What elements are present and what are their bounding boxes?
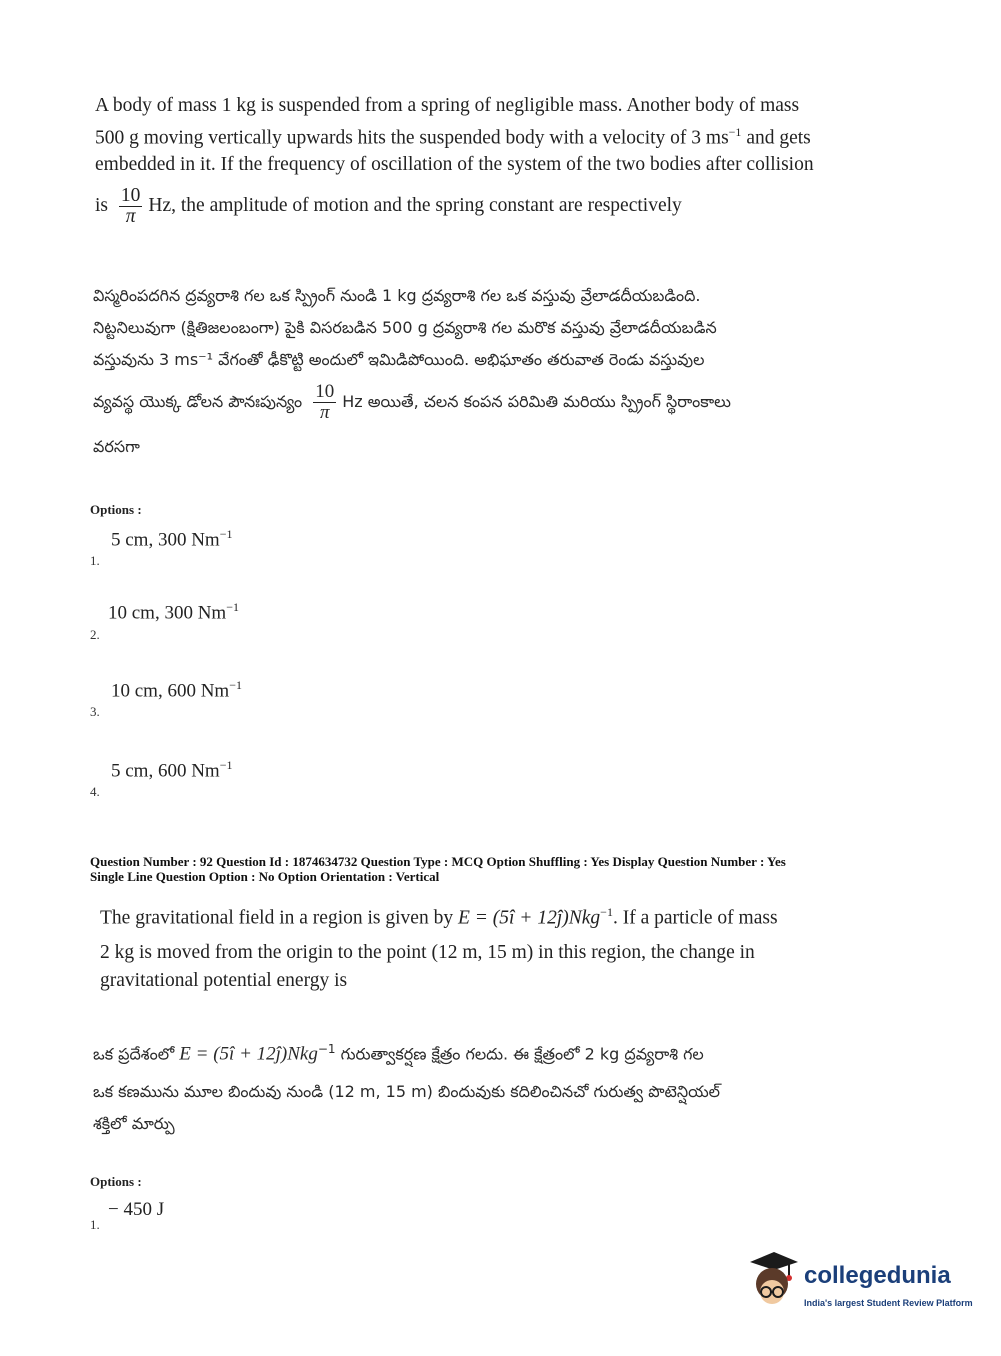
q1-telugu-line-5: వరసగా: [93, 437, 140, 456]
q2-option-1-number: 1.: [90, 1217, 100, 1232]
q1-option-1-number: 1.: [90, 553, 100, 568]
q2-options-label: Options :: [90, 1174, 142, 1189]
question-1-english: [95, 93, 865, 227]
q1-option-4[interactable]: 5 cm, 600 $Nm^{-1}$: [111, 758, 233, 782]
q1-telugu-line-3: వస్తువును 3 ms⁻¹ వేగంతో ఢీకొట్టి అందులో ఇమిడిపోయింది. అభిఘాతం తరువాత రెండు వస్తువుల: [93, 350, 705, 369]
q1-line-4: is $\frac{10}{\pi}$ Hz, the amplitude of motion and the spring constant are respectively: [95, 184, 682, 227]
q1-option-2-number: 2.: [90, 627, 100, 642]
question-1-telugu: [93, 280, 868, 463]
field-expression: E = (5î + 12ĵ)Nkg: [457, 907, 601, 929]
q1-option-3[interactable]: 10 cm, 600 $Nm^{-1}$: [111, 678, 242, 702]
q1-line-3: embedded in it. If the frequency of oscillation of the system of the two bodies after collision: [95, 153, 814, 175]
q2-line-1: The gravitational field in a region is given by E = (5î + 12ĵ)Nkg$^{-1}$. If a particle of mass: [100, 905, 778, 929]
logo-tagline: India's largest Student Review Platform: [804, 1298, 973, 1308]
question-2-telugu: [93, 1030, 868, 1137]
q1-options-label: Options :: [90, 502, 142, 517]
q1-option-2[interactable]: 10 cm, 300 $Nm^{-1}$: [108, 600, 239, 624]
collegedunia-logo: [744, 1248, 974, 1318]
q2-line-3: gravitational potential energy is: [100, 969, 348, 991]
q1-line-2: 500 g moving vertically upwards hits the suspended body with a velocity of 3 $ms^{-1}$ and gets: [95, 125, 811, 149]
q1-option-1[interactable]: 5 cm, 300 $Nm^{-1}$: [111, 527, 233, 551]
q2-telugu-line-3: శక్తిలో మార్పు: [93, 1114, 175, 1134]
q2-telugu-line-2: ఒక కణమును మూల బిందువు నుండి (12 m, 15 m) బిందువుకు కదిలించినచో గురుత్వ పొటెన్షియల్: [93, 1082, 720, 1102]
q2-line-2: 2 kg is moved from the origin to the point (12 m, 15 m) in this region, the change in: [100, 941, 755, 963]
logo-name: collegedunia: [804, 1262, 951, 1289]
question-2-metadata: Question Number : 92 Question Id : 1874634732 Question Type : MCQ Option Shuffling : Yes Display Question Number : Yes Single Line Question Option : No Option Orientation : Vertical: [90, 854, 786, 884]
q1-telugu-line-1: విస్మరింపదగిన ద్రవ్యరాశి గల ఒక స్ప్రింగ్ నుండి 1 kg ద్రవ్యరాశి గల ఒక వస్తువు వ్రేలాడదీయబడింది.: [93, 286, 701, 305]
q1-line-1: A body of mass 1 kg is suspended from a spring of negligible mass. Another body of mass: [95, 95, 800, 116]
q1-option-4-number: 4.: [90, 784, 100, 799]
question-2-english: [100, 896, 870, 993]
frequency-fraction: $\frac{10}{\pi}$: [120, 184, 141, 227]
q1-telugu-line-2: నిట్టనిలువుగా (క్షితిజలంబంగా) పైకి విసరబడిన 500 g ద్రవ్యరాశి గల మరొక వస్తువు వ్రేలాడదీయబడిన: [93, 318, 717, 337]
q2-option-1[interactable]: − 450 J: [108, 1199, 165, 1220]
q1-option-3-number: 3.: [90, 704, 100, 719]
q2-telugu-line-1: ఒక ప్రదేశంలో E = (5î + 12ĵ)Nkg$^{-1}$ గురుత్వాకర్షణ క్షేత్రం గలదు. ఈ క్షేత్రంలో 2 kg ద్రవ్యరాశి గల: [93, 1042, 704, 1065]
q1-telugu-line-4: వ్యవస్థ యొక్క డోలన పౌనఃపున్యం $\frac{10}{\pi}$ Hz అయితే, చలన కంపన పరిమితి మరియు స్ప్రింగ్ స్థిరాంకాలు: [93, 381, 731, 423]
mascot-icon: [744, 1248, 802, 1312]
